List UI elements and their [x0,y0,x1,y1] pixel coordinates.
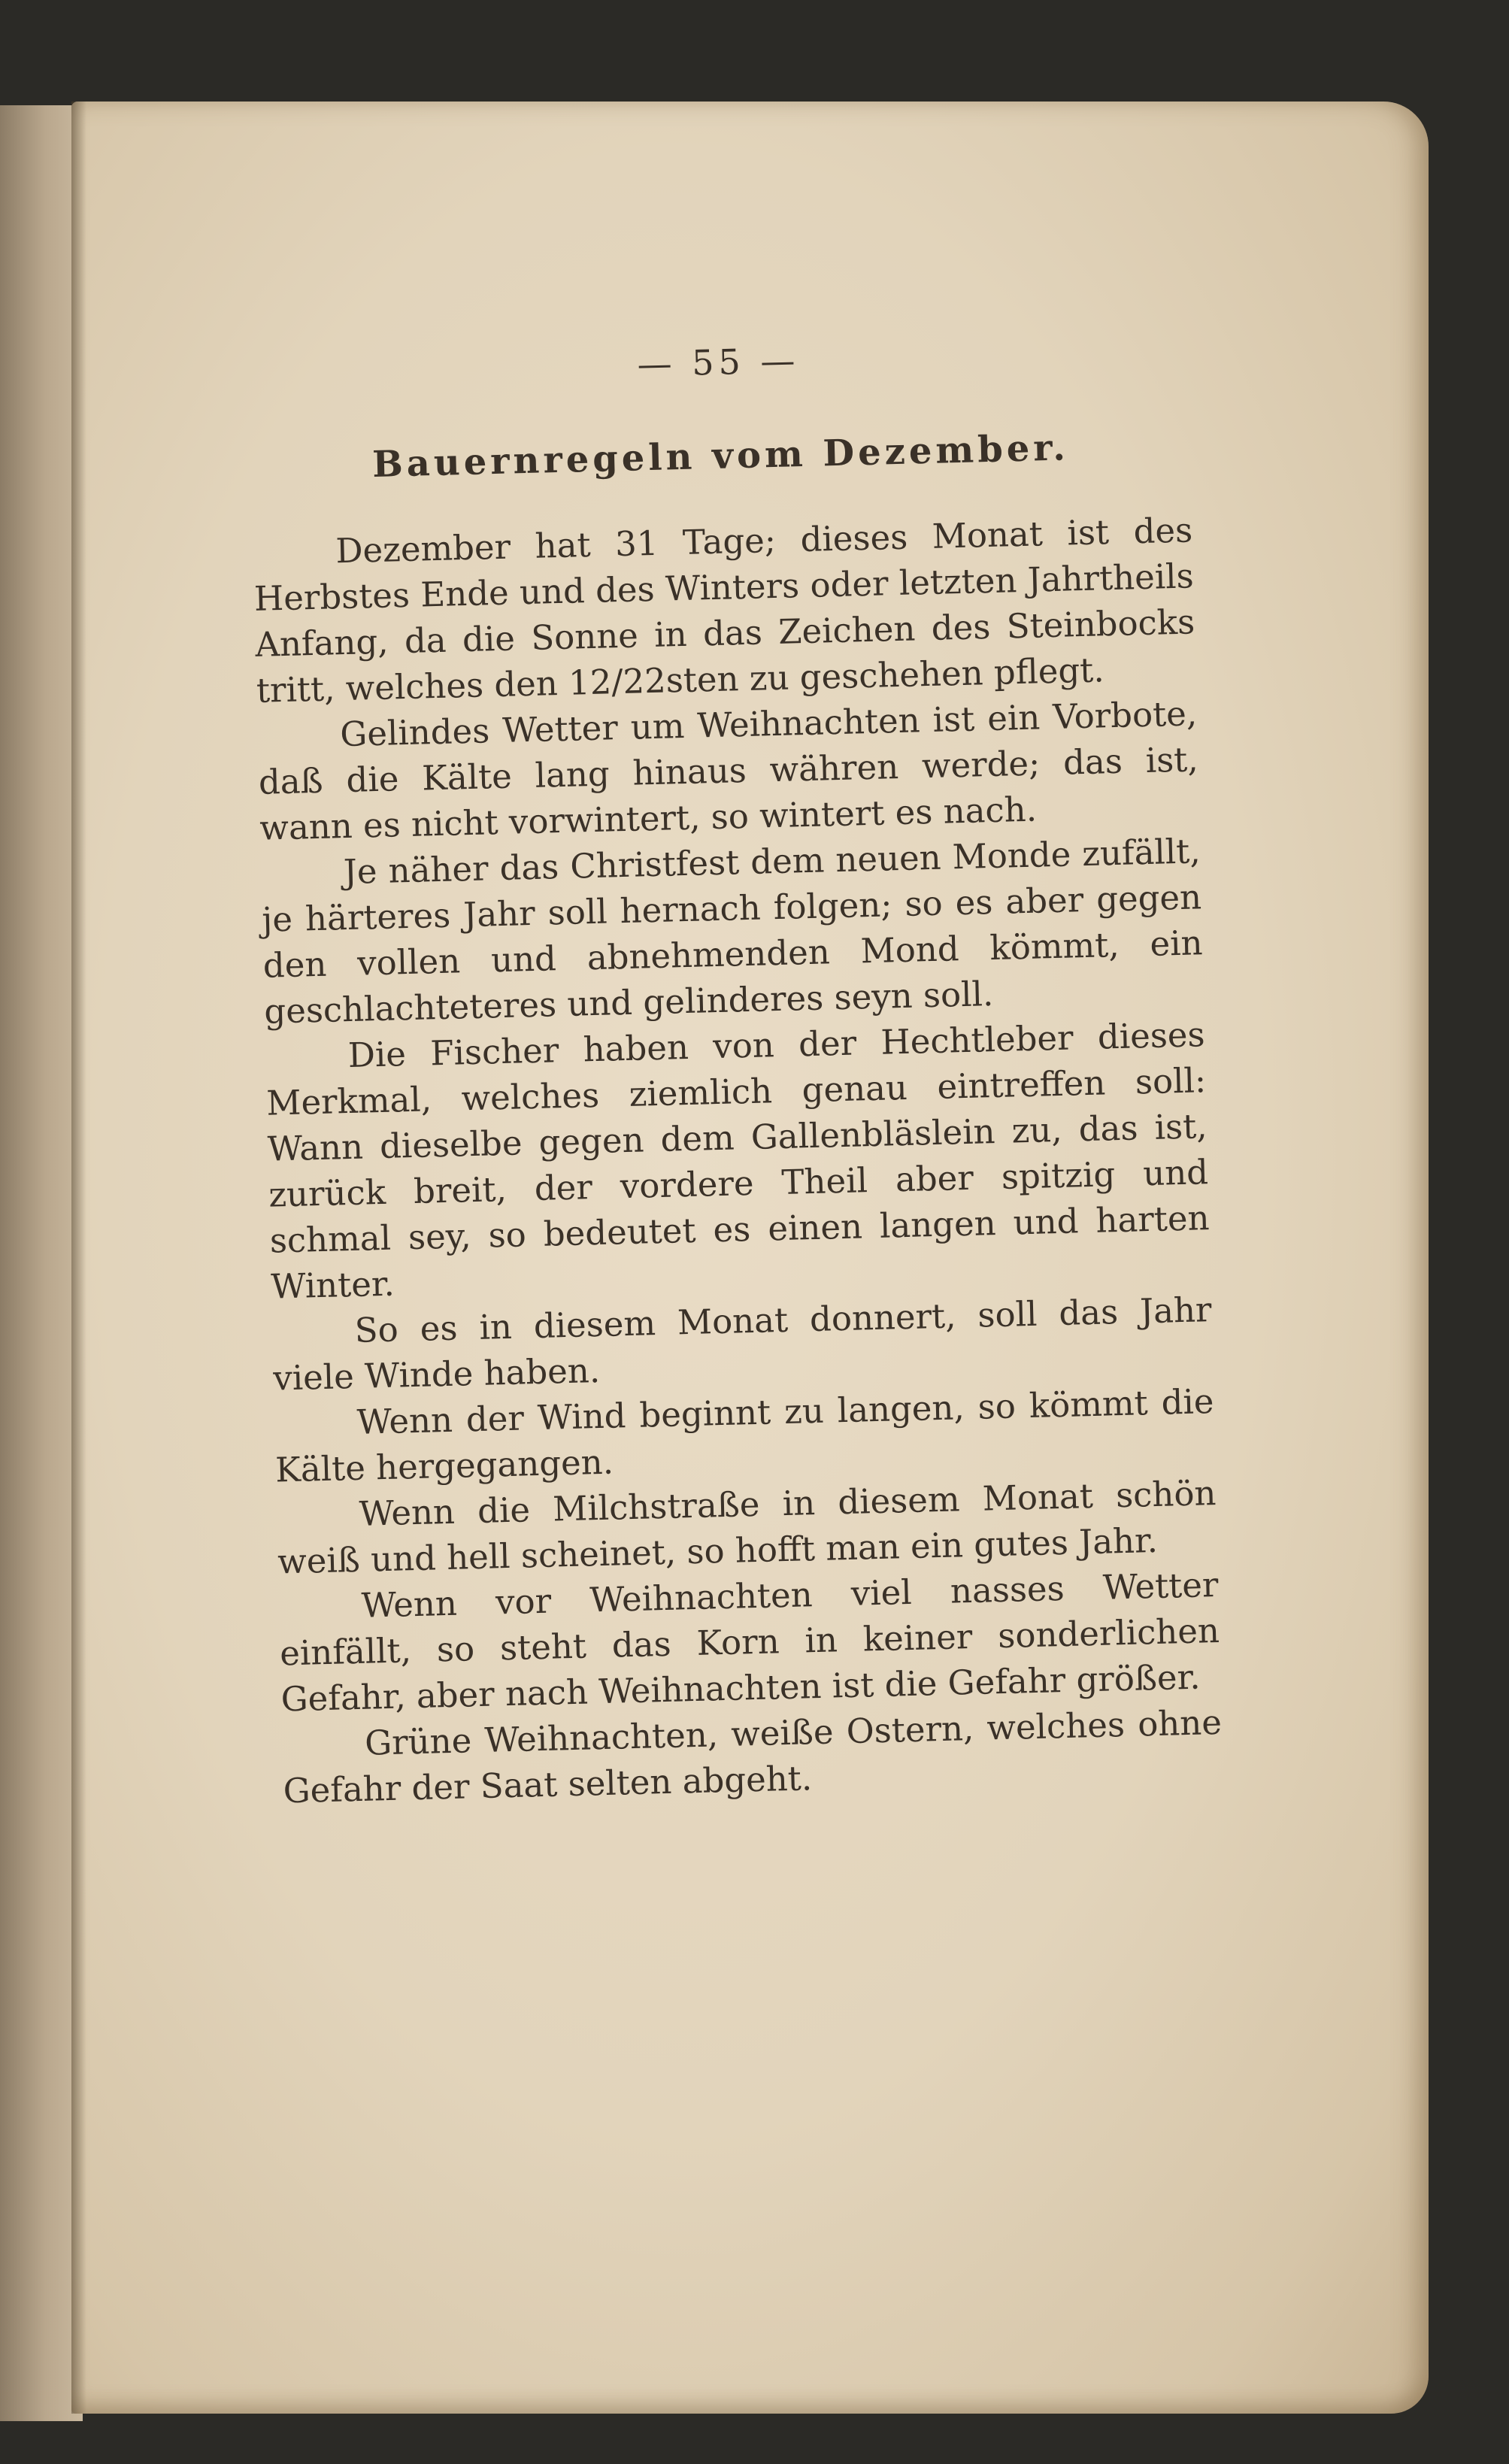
paragraph: Wenn vor Weihnachten viel nasses Wetter einfällt, so steht das Korn in keiner sonderlichen Gefahr, aber nach Weihnachten ist die Gefahr größer. [279,1564,1220,1720]
paragraph: Wenn die Milchstraße in diesem Monat schön weiß und hell scheinet, so hofft man ein gutes Jahr. [277,1473,1217,1582]
paragraph: So es in diesem Monat donnert, soll das Jahr viele Winde haben. [272,1290,1213,1399]
paragraph: Wenn der Wind beginnt zu langen, so kömmt die Kälte hergegangen. [274,1381,1215,1490]
page-gutter-shadow [71,102,86,2414]
paragraph: Dezember hat 31 Tage; dieses Monat ist des Herbstes Ende und des Winters oder letzten Jahrtheils Anfang, da die Sonne in das Zeichen des Steinbocks tritt, welches den 12/22sten zu geschehen pflegt. [253,510,1195,711]
paragraph: Gelindes Wetter um Weihnachten ist ein Vorbote, daß die Kälte lang hinaus währen werde; das ist, wann es nicht vorwintert, so wintert es nach. [258,693,1199,848]
text-block [248,330,1223,1814]
page-number: — 55 — [636,340,800,385]
paragraph: Grüne Weihnachten, weiße Ostern, welches ohne Gefahr der Saat selten abgeht. [283,1702,1223,1811]
section-heading: Bauernregeln vom Dezember. [371,426,1070,486]
book-spine [0,105,83,2421]
paragraph: Die Fischer haben von der Hechtleber dieses Merkmal, welches ziemlich genau eintreffen soll: Wann dieselbe gegen dem Gallenbläslein zu, das ist, zurück breit, der vordere Theil aber spitzig und schmal sey, so bedeutet es einen langen und harten Winter. [265,1014,1211,1307]
paragraph: Je näher das Christfest dem neuen Monde zufällt, je härteres Jahr soll hernach folgen; so es aber gegen den vollen und abnehmenden Mond kömmt, ein geschlachteteres und gelinderes seyn soll. [261,831,1204,1032]
